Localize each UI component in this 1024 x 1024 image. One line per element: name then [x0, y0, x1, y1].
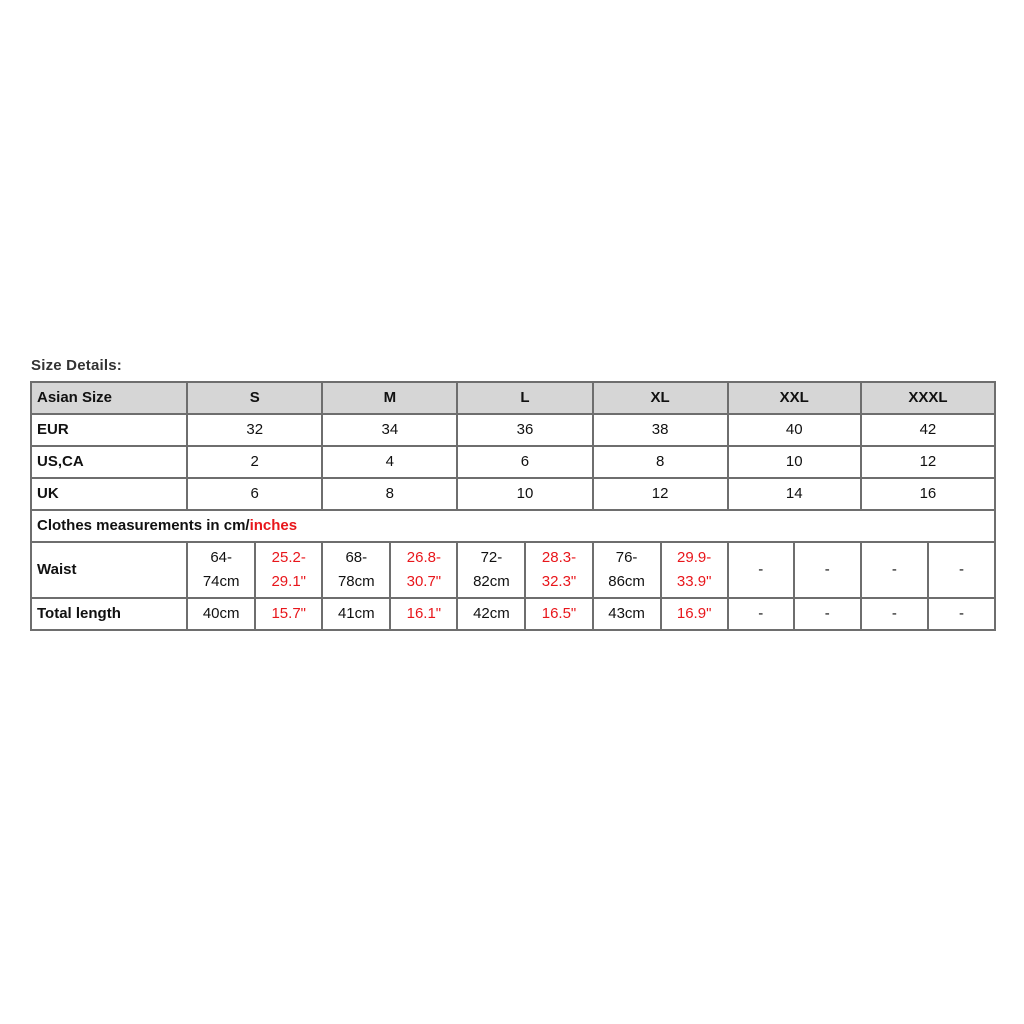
waist-cm-top: 72-	[480, 549, 503, 566]
table-cell: 6	[457, 446, 592, 478]
row-label: Waist	[31, 542, 187, 598]
size-l: L	[457, 382, 592, 414]
waist-in-top: 26.8-	[406, 549, 441, 566]
table-cell: 36	[457, 414, 592, 446]
measurements-heading	[31, 510, 995, 542]
measurements-heading-prefix: Clothes measurements in cm/	[37, 517, 250, 534]
waist-cm-cell	[322, 542, 390, 598]
waist-cm-bottom: 82cm	[473, 573, 510, 590]
waist-cm-top: 68-	[345, 549, 368, 566]
length-inch-cell: 16.5"	[525, 598, 592, 630]
row-label: Total length	[31, 598, 187, 630]
us-ca-row	[31, 446, 995, 478]
waist-inch-cell: -	[928, 542, 995, 598]
waist-in-bottom: 33.9"	[676, 573, 712, 590]
measurements-section-row	[31, 510, 995, 542]
length-cm-cell: -	[861, 598, 928, 630]
size-details-title: Size Details:	[31, 357, 122, 374]
waist-inch-cell	[661, 542, 728, 598]
table-cell: 14	[728, 478, 861, 510]
table-cell: 4	[322, 446, 457, 478]
size-header-row	[31, 382, 995, 414]
table-cell: 34	[322, 414, 457, 446]
size-s: S	[187, 382, 322, 414]
table-cell: 12	[593, 478, 728, 510]
length-cm-cell: 41cm	[322, 598, 390, 630]
waist-cm-cell: -	[861, 542, 928, 598]
waist-cm-top: 76-	[615, 549, 638, 566]
table-cell: 10	[728, 446, 861, 478]
waist-in-top: 28.3-	[541, 549, 577, 566]
waist-cm-cell	[593, 542, 661, 598]
waist-cm-top: 64-	[210, 549, 233, 566]
table-cell: 8	[322, 478, 457, 510]
waist-cm-cell	[187, 542, 255, 598]
waist-cm-bottom: 86cm	[608, 573, 645, 590]
waist-cm-cell	[457, 542, 525, 598]
inches-highlight: inches	[249, 517, 298, 534]
row-label: US,CA	[31, 446, 187, 478]
waist-cm-bottom: 78cm	[337, 573, 375, 590]
size-chart-table	[30, 381, 996, 631]
table-cell: 16	[861, 478, 995, 510]
table-cell: 38	[593, 414, 728, 446]
size-xl: XL	[593, 382, 728, 414]
length-inch-cell: 16.9"	[661, 598, 728, 630]
waist-inch-cell: -	[794, 542, 861, 598]
table-cell: 6	[187, 478, 322, 510]
waist-row	[31, 542, 995, 598]
eur-row	[31, 414, 995, 446]
row-label: UK	[31, 478, 187, 510]
waist-inch-cell	[525, 542, 592, 598]
waist-in-bottom: 29.1"	[271, 573, 306, 590]
table-cell: 10	[457, 478, 592, 510]
size-xxl: XXL	[728, 382, 861, 414]
asian-size-label: Asian Size	[31, 382, 187, 414]
size-xxxl: XXXL	[861, 382, 995, 414]
table-cell: 32	[187, 414, 322, 446]
length-inch-cell: 16.1"	[390, 598, 457, 630]
length-inch-cell: -	[928, 598, 995, 630]
waist-in-bottom: 32.3"	[541, 573, 577, 590]
waist-inch-cell	[255, 542, 322, 598]
waist-cm-cell: -	[728, 542, 794, 598]
table-cell: 12	[861, 446, 995, 478]
length-inch-cell: 15.7"	[255, 598, 322, 630]
table-cell: 42	[861, 414, 995, 446]
length-cm-cell: 43cm	[593, 598, 661, 630]
length-inch-cell: -	[794, 598, 861, 630]
table-cell: 8	[593, 446, 728, 478]
waist-cm-bottom: 74cm	[202, 573, 240, 590]
length-cm-cell: 42cm	[457, 598, 525, 630]
waist-in-bottom: 30.7"	[406, 573, 442, 590]
total-length-row	[31, 598, 995, 630]
length-cm-cell: -	[728, 598, 794, 630]
waist-in-top: 29.9-	[677, 549, 712, 566]
uk-row	[31, 478, 995, 510]
row-label: EUR	[31, 414, 187, 446]
table-cell: 2	[187, 446, 322, 478]
waist-in-top: 25.2-	[271, 549, 306, 566]
size-m: M	[322, 382, 457, 414]
waist-inch-cell	[390, 542, 457, 598]
length-cm-cell: 40cm	[187, 598, 255, 630]
table-cell: 40	[728, 414, 861, 446]
